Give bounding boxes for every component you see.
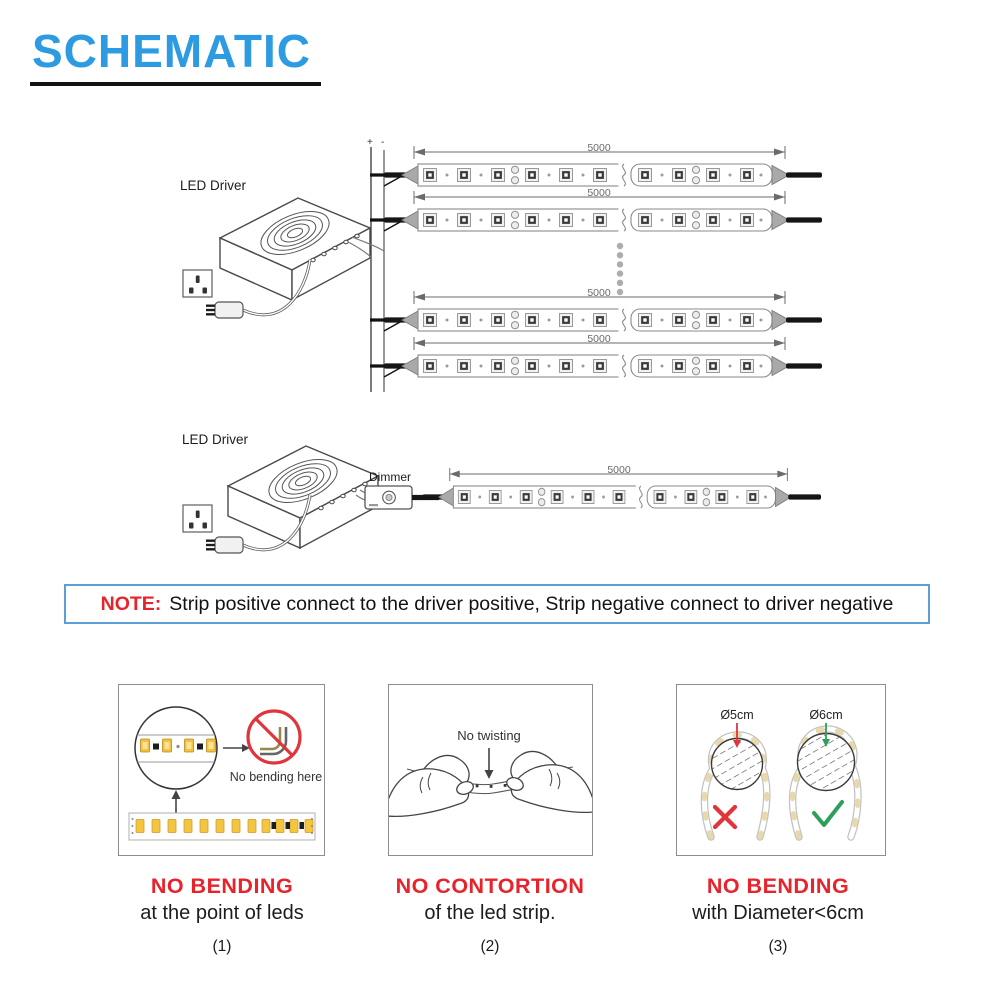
dimension-label: 5000 <box>587 287 611 299</box>
caption-1 <box>92 874 352 956</box>
check-icon <box>814 802 842 825</box>
caption-number: (2) <box>480 938 500 955</box>
led-driver-label: LED Driver <box>182 432 249 447</box>
dimmer <box>365 470 412 509</box>
caption-title: NO BENDING <box>150 874 294 898</box>
magnifier-circle <box>133 707 219 789</box>
page-title: SCHEMATIC <box>30 26 321 86</box>
loop-5cm <box>704 708 766 837</box>
dimmer-label: Dimmer <box>369 470 411 484</box>
led-driver <box>220 198 370 300</box>
caption-number: (3) <box>768 938 788 955</box>
panel-no-bending-diameter <box>676 684 886 856</box>
wiring-diagram-multi-strip <box>180 137 822 392</box>
dimension-label: 5000 <box>607 464 631 476</box>
cross-icon <box>715 807 735 827</box>
bus-plus-label: + <box>367 137 373 148</box>
caption-subtitle: of the led strip. <box>424 902 556 924</box>
arrow-right-icon <box>223 744 250 752</box>
right-hand-illustration <box>505 752 592 813</box>
no-twisting-label: No twisting <box>457 728 521 743</box>
no-bending-here-label: No bending here <box>229 770 323 784</box>
caption-title: NO BENDING <box>706 874 850 898</box>
led-driver <box>228 446 378 548</box>
left-hand-illustration <box>389 756 475 817</box>
arrow-down-icon <box>485 748 494 779</box>
arrow-up-icon <box>172 790 181 816</box>
diameter-label-6cm: Ø6cm <box>809 708 843 722</box>
caption-title: NO CONTORTION <box>395 874 585 898</box>
led-driver-label: LED Driver <box>180 178 247 193</box>
caption-subtitle: at the point of leds <box>140 902 304 924</box>
caption-3 <box>648 874 908 956</box>
more-strips-ellipsis <box>617 243 623 295</box>
dimension-label: 5000 <box>587 333 611 345</box>
diameter-label-5cm: Ø5cm <box>720 708 754 722</box>
loop-6cm <box>793 708 858 837</box>
caption-number: (1) <box>212 938 232 955</box>
branch-wires <box>370 175 404 377</box>
led-strip-photo <box>129 813 315 840</box>
panel-no-bending-at-leds <box>118 684 325 856</box>
note-text: Strip positive connect to the driver positive, Strip negative connect to driver negative <box>169 592 894 615</box>
panel-no-contortion <box>388 684 593 856</box>
caption-subtitle: with Diameter<6cm <box>692 902 864 924</box>
note-box <box>64 584 930 624</box>
note-label: NOTE: <box>100 592 162 615</box>
bus-minus-label: - <box>381 137 385 148</box>
dimension-label: 5000 <box>587 187 611 199</box>
dimension-label: 5000 <box>587 142 611 154</box>
caption-2 <box>360 874 620 956</box>
wiring-diagram-dimmer <box>182 432 821 553</box>
no-bending-prohibition-icon <box>248 711 300 763</box>
